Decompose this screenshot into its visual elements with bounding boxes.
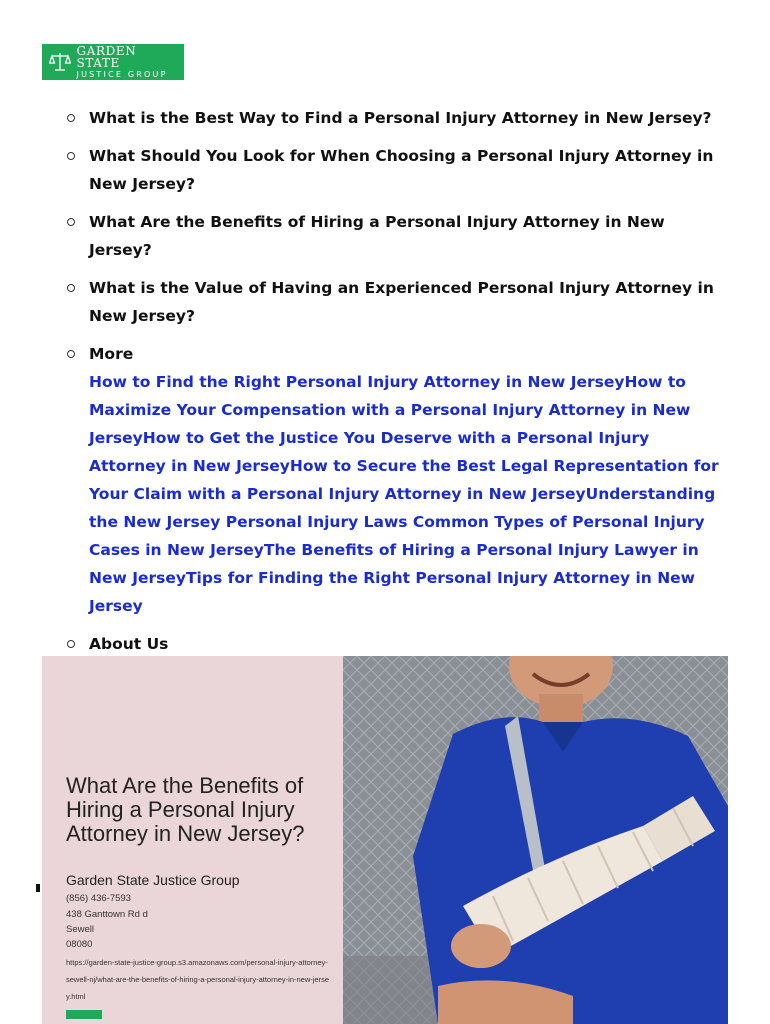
nav-link-what-to-look-for[interactable]: What Should You Look for When Choosing a Personal Injury Attorney in New Jersey? bbox=[89, 147, 714, 193]
more-link[interactable]: Tips for Finding the Right Personal Injury Attorney in New Jersey bbox=[89, 569, 696, 615]
hero-city: Sewell bbox=[66, 924, 94, 935]
circle-bullet-icon bbox=[67, 152, 75, 160]
scales-of-justice-icon bbox=[48, 49, 73, 75]
hero-photo bbox=[343, 656, 728, 1024]
more-link[interactable]: Common Types of Personal Injury Cases in New Jersey bbox=[89, 513, 705, 559]
site-logo[interactable] bbox=[42, 44, 184, 80]
logo-subtitle: JUSTICE GROUP bbox=[76, 70, 168, 79]
mini-logo-badge bbox=[66, 1010, 102, 1019]
more-submenu bbox=[89, 368, 720, 620]
more-link[interactable]: How to Find the Right Personal Injury Attorney in New Jersey bbox=[89, 373, 625, 391]
nav-menu bbox=[60, 104, 720, 706]
hero-info-panel bbox=[42, 656, 343, 1024]
nav-link-about[interactable]: About Us bbox=[89, 635, 169, 653]
circle-bullet-icon bbox=[67, 218, 75, 226]
more-link[interactable]: How to Secure the Best Legal Representation for Your Claim with a Personal Injury Attorney in New Jersey bbox=[89, 457, 719, 503]
hero-company: Garden State Justice Group bbox=[66, 872, 240, 888]
hero-banner bbox=[42, 656, 728, 1024]
more-link[interactable]: How to Maximize Your Compensation with a Personal Injury Attorney in New Jersey bbox=[89, 373, 691, 447]
hero-phone: (856) 436-7593 bbox=[66, 893, 131, 904]
more-link[interactable]: How to Get the Justice You Deserve with a Personal Injury Attorney in New Jersey bbox=[89, 429, 650, 475]
circle-bullet-icon bbox=[67, 114, 75, 122]
nav-link-best-way[interactable]: What is the Best Way to Find a Personal Injury Attorney in New Jersey? bbox=[89, 109, 712, 127]
more-link[interactable]: The Benefits of Hiring a Personal Injury Lawyer in New Jersey bbox=[89, 541, 699, 587]
nav-link-more[interactable]: More bbox=[89, 345, 134, 363]
nav-item bbox=[60, 104, 720, 132]
nav-link-value[interactable]: What is the Value of Having an Experienced Personal Injury Attorney in New Jersey? bbox=[89, 279, 714, 325]
hero-title: What Are the Benefits of Hiring a Personal Injury Attorney in New Jersey? bbox=[66, 773, 305, 846]
circle-bullet-icon bbox=[67, 350, 75, 358]
nav-item bbox=[60, 142, 720, 198]
more-link[interactable]: Understanding the New Jersey Personal Injury Laws bbox=[89, 485, 716, 531]
nav-item bbox=[60, 630, 720, 658]
injured-man-illustration bbox=[343, 656, 728, 1024]
hero-address: 438 Ganttown Rd d bbox=[66, 909, 148, 920]
hero-url[interactable]: https://garden-state-justice-group.s3.amazonaws.com/personal-injury-attorney-sewell-nj/what-are-the-benefits-of-hiring-a-personal-injury-attorney-in-new-jersey.html bbox=[66, 958, 330, 1001]
nav-item-more bbox=[60, 340, 720, 620]
nav-item bbox=[60, 274, 720, 330]
nav-link-benefits[interactable]: What Are the Benefits of Hiring a Personal Injury Attorney in New Jersey? bbox=[89, 213, 665, 259]
circle-bullet-icon bbox=[67, 640, 75, 648]
page-marker bbox=[36, 884, 40, 892]
nav-item bbox=[60, 208, 720, 264]
hero-zip: 08080 bbox=[66, 939, 93, 950]
circle-bullet-icon bbox=[67, 284, 75, 292]
logo-title: GARDEN STATE bbox=[76, 44, 137, 70]
